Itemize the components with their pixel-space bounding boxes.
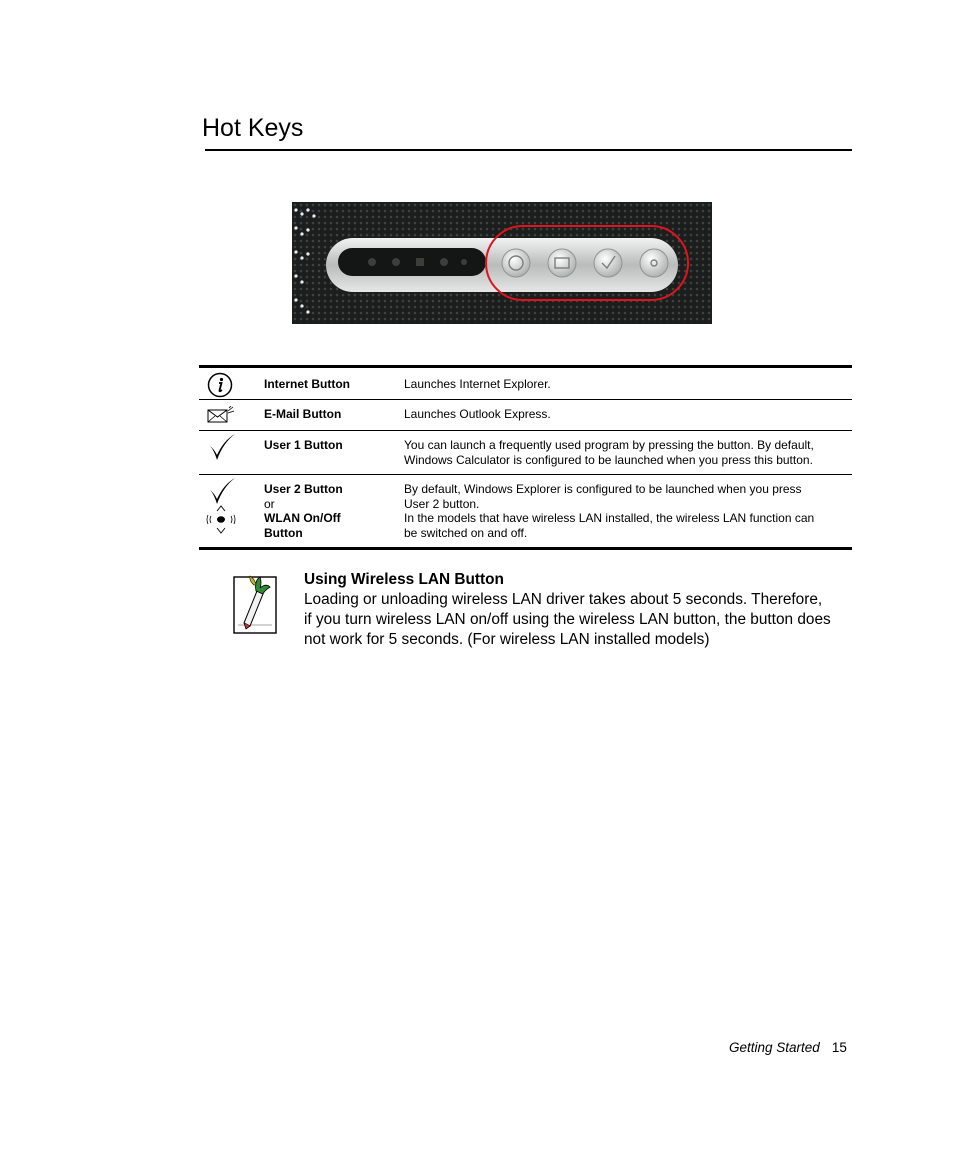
table-row — [199, 430, 852, 474]
table-row — [199, 399, 852, 430]
note-text-line: if you turn wireless LAN on/off using the wireless LAN button, the button does — [304, 611, 831, 628]
hotkey-description: Launches Internet Explorer. — [404, 377, 551, 391]
footer-section: Getting Started — [729, 1040, 820, 1055]
hotkey-description: By default, Windows Explorer is configured to be launched when you press User 2 button. In the models that have wireless LAN installed, the wireless LAN function can be switched on and off. — [404, 482, 815, 540]
page-number: 15 — [831, 1040, 847, 1055]
page-title: Hot Keys — [202, 114, 304, 142]
hotkey-name: E-Mail Button — [264, 407, 342, 421]
hotkey-name: Internet Button — [264, 377, 350, 391]
wireless-lan-note — [304, 570, 854, 650]
hotkey-name: User 1 Button — [264, 438, 343, 452]
hotkey-panel-photo — [292, 202, 712, 324]
hotkey-name: User 2 Button or WLAN On/Off Button — [264, 482, 343, 540]
note-heading: Using Wireless LAN Button — [304, 571, 504, 588]
note-text-line: Loading or unloading wireless LAN driver takes about 5 seconds. Therefore, — [304, 591, 823, 608]
hotkey-table — [199, 365, 852, 550]
info-icon — [207, 372, 233, 398]
table-row — [199, 474, 852, 547]
envelope-icon — [207, 406, 235, 424]
checkmark-icon — [207, 477, 237, 507]
page-footer — [729, 1040, 847, 1055]
hotkey-description: You can launch a frequently used program by pressing the button. By default, Windows Calculator is configured to be launched when you press this button. — [404, 438, 814, 467]
checkmark-icon — [207, 433, 237, 463]
pen-note-icon — [232, 573, 280, 635]
title-divider — [205, 149, 852, 151]
hotkey-description: Launches Outlook Express. — [404, 407, 551, 421]
wlan-icon — [205, 505, 237, 535]
table-row — [199, 368, 852, 399]
note-text-line: not work for 5 seconds. (For wireless LAN installed models) — [304, 631, 710, 648]
